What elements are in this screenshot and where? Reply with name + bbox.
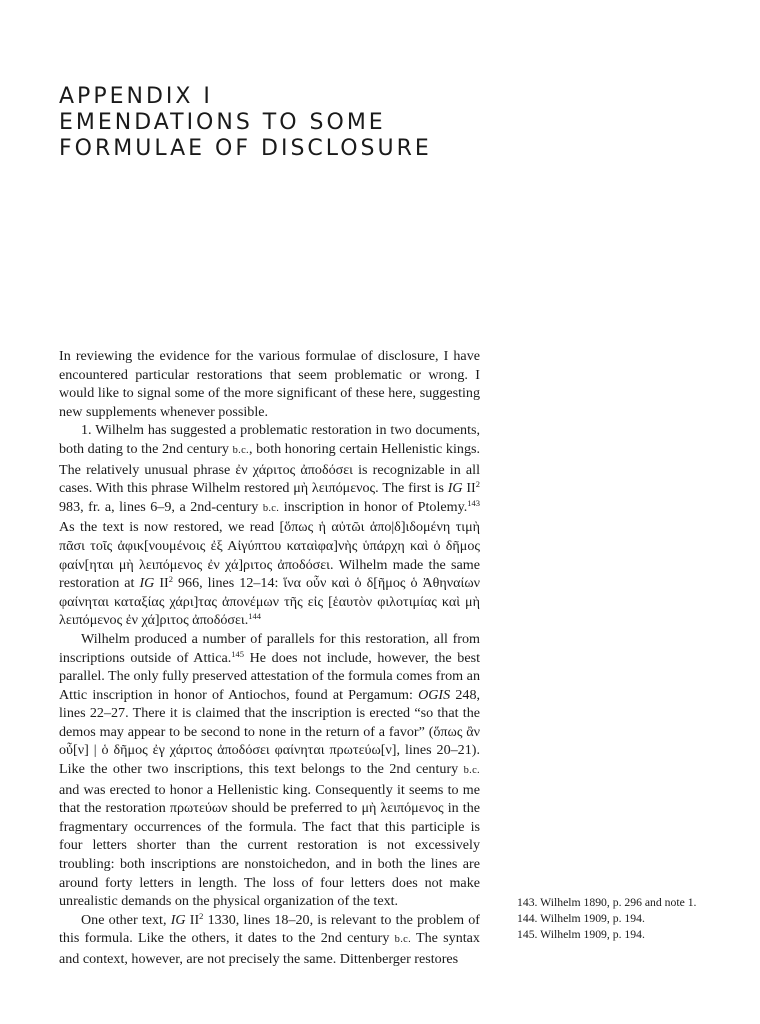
chapter-heading <box>59 84 579 162</box>
main-text <box>59 347 480 969</box>
heading-line-title-1: EMENDATIONS TO SOME <box>59 110 386 135</box>
paragraph-1: 1. Wilhelm has suggested a problematic restoration in two documents, both dating to the 2nd century b.c., both honoring certain Hellenistic kings. The relatively unusual phrase ἐν χάριτος ἀποδόσει is recognizable in all cases. With this phrase Wilhelm restored μὴ λειπόμενος. The first is IG $II^2$ 983, fr. a, lines 6–9, a 2nd-century b.c. inscription in honor of Ptolemy.$^{143}$ As the text is now restored, we read [ὅπως ἡ αὐτῶι ἀπο|δ]ιδομένη τιμὴ πᾶσι τοῖς ἀφικ[νουμένοις ἐξ Αἰγύπτου καταὶφα]νὴς ὑπάρχη καὶ ὁ δῆμος φαίν[ηται μὴ λειπόμενος ἐν χά]ριτος ἀποδόσει. Wilhelm made the same restoration at IG $II^2$ 966, lines 12–14: ἵνα οὖν καὶ ὁ δ[ῆμος ὁ Ἀθηναίων φαίνηται καταξίας χάρι]τας ἀπονέμων τῆς εἰς [ἑαυτὸν φιλοτιμίας καὶ μὴ λειπόμενος ἐν χά]ριτος ἀποδόσει.$^{144}$ <box>59 422 481 629</box>
bc-abbrev: b.c. <box>394 934 412 946</box>
heading-line-title-2: FORMULAE OF DISCLOSURE <box>59 136 432 161</box>
bc-abbrev: b.c. <box>463 765 480 777</box>
paragraph-intro: In reviewing the evidence for the various formulae of disclosure, I have encountered particular restorations that seem problematic or wrong. I would like to signal some of the more significant of these here, suggesting new supplements whenever possible. <box>59 348 480 420</box>
bc-abbrev: b.c. <box>232 444 249 456</box>
footnote-ref-145: 145 <box>231 648 244 659</box>
footnote-ref-144: 144 <box>248 611 261 622</box>
footnotes <box>500 895 710 943</box>
ig-abbrev: IG <box>170 911 186 928</box>
bc-abbrev: b.c. <box>262 502 280 514</box>
footnote-ref-143: 143 <box>467 497 480 508</box>
ig-abbrev: IG <box>447 480 463 497</box>
ogis-abbrev: OGIS <box>418 686 451 703</box>
footnote-144: 144. Wilhelm 1909, p. 194. <box>517 912 645 925</box>
footnote-145: 145. Wilhelm 1909, p. 194. <box>517 928 645 941</box>
ig-abbrev: IG <box>139 575 155 592</box>
heading-line-appendix: APPENDIX I <box>59 84 213 109</box>
footnote-143: 143. Wilhelm 1890, p. 296 and note 1. <box>517 896 697 909</box>
paragraph-3: One other text, IG $II^2$ 1330, lines 18–20, is relevant to the problem of this formula. Like the others, it dates to the 2nd century b.c. The syntax and context, however, are not precisely the same. Dittenberger restores <box>59 910 480 967</box>
paragraph-2: Wilhelm produced a number of parallels for this restoration, all from inscriptions outside of Attica.$^{145}$ He does not include, however, the best parallel. The only fully preserved attestation of the formula comes from an Attic inscription in honor of Antiochos, found at Pergamum: OGIS 248, lines 22–27. There it is claimed that the inscription is erected “so that the demos may appear to be second to none in the return of a favor” (ὅπως ἂν οὖ[ν] | ὁ δῆμος ἐγ χάριτος ἀποδόσει φαίνηται πρωτεύω[ν], lines 20–21). Like the other two inscriptions, this text belongs to the 2nd century b.c. and was erected to honor a Hellenistic king. Consequently it seems to me that the restoration πρωτεύων should be preferred to μὴ λειπόμενος in the fragmentary occurrences of the formula. The fact that this participle is four letters shorter than the current restoration is not excessively troubling: both inscriptions are nonstoichedon, and in both the lines are around forty letters in length. The loss of four letters does not make unrealistic demands on the physical organization of the text. <box>59 630 481 910</box>
